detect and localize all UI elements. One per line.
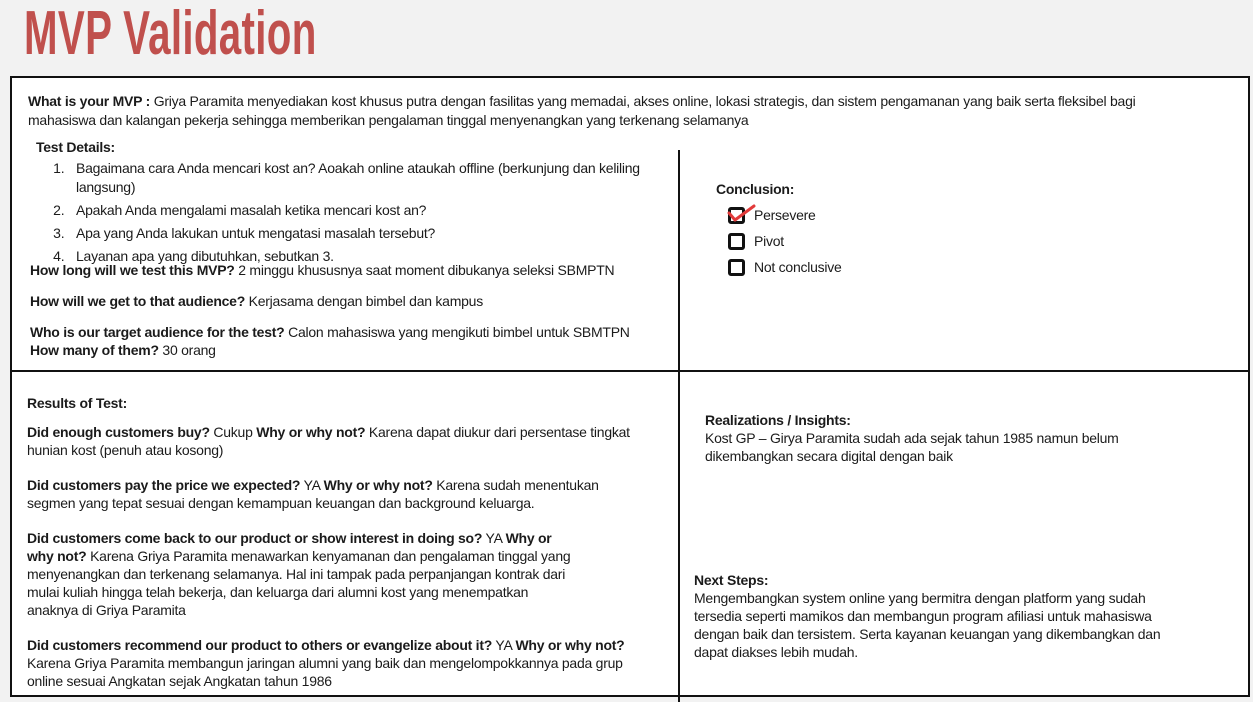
result-reason: Karena sudah menentukan segmen yang tepat sesuai dengan kemampuan keuangan dan background keluarga. bbox=[27, 477, 599, 511]
checkbox-not-conclusive[interactable] bbox=[728, 259, 745, 276]
question-label: How will we get to that audience? bbox=[30, 293, 245, 309]
question-answer: 30 orang bbox=[162, 342, 216, 358]
question-label: Who is our target audience for the test? bbox=[30, 324, 285, 340]
horizontal-divider bbox=[11, 370, 1249, 372]
insights-text: Kost GP – Girya Paramita sudah ada sejak tahun 1985 namun belum dikembangkan secara digital dengan baik bbox=[705, 430, 1119, 464]
insights-heading: Realizations / Insights: bbox=[705, 412, 851, 428]
question-answer: Calon mahasiswa yang mengikuti bimbel untuk SBMTPN bbox=[288, 324, 630, 340]
result-answer: YA bbox=[492, 637, 516, 653]
result-recommend bbox=[27, 636, 642, 690]
result-answer: Cukup bbox=[209, 424, 257, 440]
checkbox-label: Persevere bbox=[754, 207, 816, 223]
test-details-item: 2. Apakah Anda mengalami masalah ketika mencari kost an? bbox=[68, 201, 676, 220]
mvp-value: Griya Paramita menyediakan kost khusus putra dengan fasilitas yang memadai, akses online, lokasi strategis, dan sistem pengamanan yang baik serta fleksibel bagi mahasiswa dan kalangan pekerja sehingga memberikan pengalaman tinggal menyenangkan yang terkenang selamanya bbox=[28, 93, 1136, 128]
checkbox-pivot[interactable] bbox=[728, 233, 745, 250]
result-why: Why or why not? bbox=[256, 424, 366, 440]
test-details-item: 4. Layanan apa yang dibutuhkan, sebutkan 3. bbox=[68, 247, 676, 266]
next-steps-heading: Next Steps: bbox=[694, 572, 769, 588]
question-label: How long will we test this MVP? bbox=[30, 262, 235, 278]
question-answer: 2 minggu khususnya saat moment dibukanya seleksi SBMPTN bbox=[238, 262, 615, 278]
mvp-statement bbox=[28, 92, 1178, 130]
result-answer: YA bbox=[300, 477, 324, 493]
result-pay-price bbox=[27, 476, 642, 512]
checkbox-persevere[interactable] bbox=[728, 207, 745, 224]
result-why: Why or why not? bbox=[27, 530, 552, 564]
test-details-item: 1. Bagaimana cara Anda mencari kost an? Aoakah online ataukah offline (berkunjung dan keliling langsung) bbox=[68, 159, 676, 197]
page-title: MVP Validation bbox=[24, 0, 317, 68]
conclusion-heading: Conclusion: bbox=[716, 181, 795, 197]
insights-section bbox=[705, 411, 1175, 465]
conclusion-section bbox=[716, 180, 842, 285]
result-reason: Karena Griya Paramita membangun jaringan alumni yang baik dan mengelompokkannya pada grup online sesuai Angkatan sejak Angkatan tahun 1986 bbox=[27, 655, 623, 689]
result-answer: YA bbox=[482, 530, 506, 546]
result-come-back bbox=[27, 529, 575, 619]
question-how-audience bbox=[30, 292, 690, 310]
result-question: Did customers recommend our product to others or evangelize about it? bbox=[27, 637, 493, 653]
next-steps-section bbox=[694, 571, 1179, 661]
checkbox-label: Not conclusive bbox=[754, 259, 842, 275]
question-answer: Kerjasama dengan bimbel dan kampus bbox=[248, 293, 483, 309]
result-enough-customers bbox=[27, 423, 642, 459]
vertical-divider bbox=[678, 150, 680, 702]
result-why: Why or why not? bbox=[323, 477, 433, 493]
conclusion-option-not-conclusive[interactable] bbox=[728, 259, 842, 276]
results-section bbox=[27, 394, 642, 702]
test-details-item: 3. Apa yang Anda lakukan untuk mengatasi masalah tersebut? bbox=[68, 224, 676, 243]
result-reason: Karena dapat diukur dari persentase tingkat hunian kost (penuh atau kosong) bbox=[27, 424, 630, 458]
question-how-many bbox=[30, 341, 690, 359]
test-details-section bbox=[36, 139, 676, 270]
conclusion-option-pivot[interactable] bbox=[728, 233, 842, 250]
results-heading: Results of Test: bbox=[27, 395, 127, 411]
next-steps-text: Mengembangkan system online yang bermitra dengan platform yang sudah tersedia seperti mamikos dan membangun program afiliasi untuk mahasiswa dengan baik dan tersistem. Serta kayanan keuangan yang dikembangkan dan dapat diakses lebih mudah. bbox=[694, 590, 1161, 660]
test-plan-section bbox=[30, 261, 690, 359]
question-how-long bbox=[30, 261, 690, 279]
result-question: Did enough customers buy? bbox=[27, 424, 210, 440]
checkbox-label: Pivot bbox=[754, 233, 784, 249]
test-details-heading: Test Details: bbox=[36, 139, 115, 155]
question-target-audience bbox=[30, 323, 690, 341]
conclusion-option-persevere[interactable] bbox=[728, 207, 842, 224]
mvp-label: What is your MVP : bbox=[28, 93, 151, 109]
question-label: How many of them? bbox=[30, 342, 159, 358]
result-reason: Karena Griya Paramita menawarkan kenyamanan dan pengalaman tinggal yang menyenangkan dan terkenang selamanya. Hal ini tampak pada perpanjangan kontrak dari mulai kuliah hingga telah bekerja, dan keluarga dari alumni kost yang menempatkan anaknya di Griya Paramita bbox=[27, 548, 571, 618]
test-details-list bbox=[36, 159, 676, 266]
result-question: Did customers pay the price we expected? bbox=[27, 477, 301, 493]
result-why: Why or why not? bbox=[515, 637, 625, 653]
result-question: Did customers come back to our product or show interest in doing so? bbox=[27, 530, 483, 546]
